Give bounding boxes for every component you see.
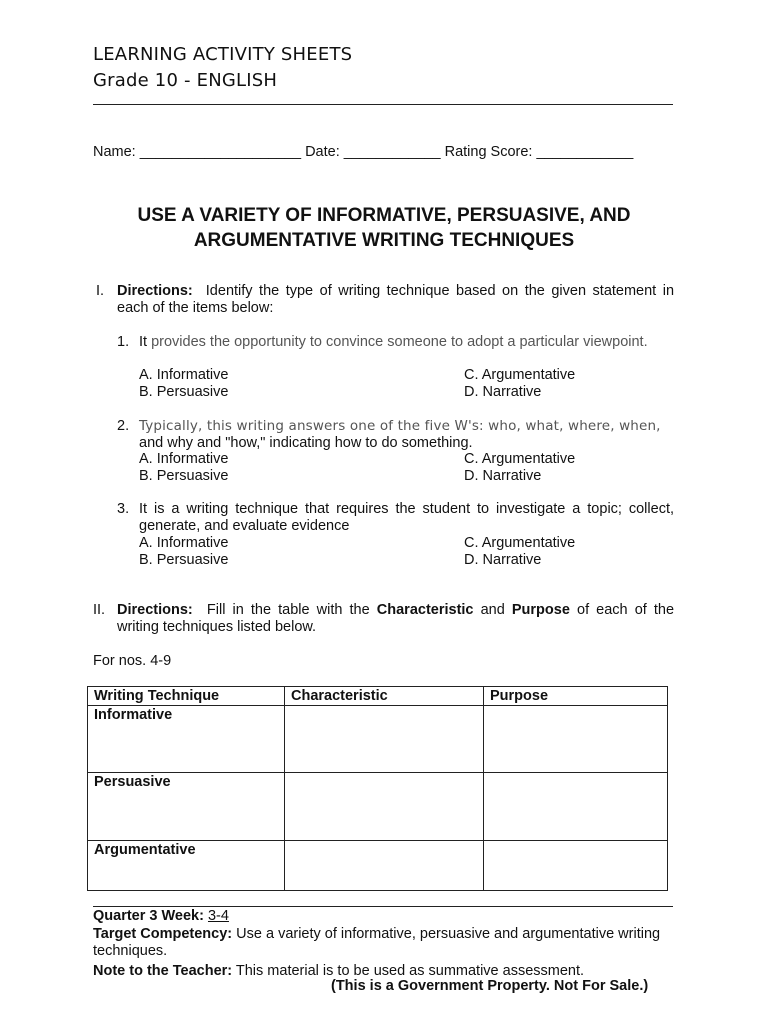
table-header-row	[88, 687, 668, 706]
table-header-technique: Writing Technique	[88, 687, 285, 706]
table-row	[88, 841, 668, 891]
item-2-choice-a[interactable]: A. Informative	[139, 451, 229, 467]
item-2-question	[139, 418, 674, 452]
item-1-text: provides the opportunity to convince someone to adopt a particular viewpoint.	[151, 334, 648, 350]
student-info-line	[93, 144, 633, 161]
for-nos-label: For nos. 4-9	[93, 653, 172, 669]
part2-bold-characteristic: Characteristic	[376, 602, 474, 618]
part2-directions-label: Directions:	[117, 602, 193, 618]
item-3-lead: It is a writing technique that	[139, 501, 330, 517]
item-3-choice-a[interactable]: A. Informative	[139, 535, 229, 551]
quarter-week-label: Quarter 3 Week:	[93, 908, 204, 924]
target-competency-label: Target Competency:	[93, 926, 233, 942]
row-informative-characteristic-cell[interactable]	[285, 706, 484, 773]
teacher-note-text: This material is to be used as summative assessment.	[235, 963, 585, 979]
item-2-choice-c[interactable]: C. Argumentative	[464, 451, 576, 467]
item-2-choice-b[interactable]: B. Persuasive	[139, 468, 229, 484]
table-header-purpose: Purpose	[484, 687, 668, 706]
part2-text-b: and	[480, 602, 505, 618]
row-argumentative-purpose-cell[interactable]	[484, 841, 668, 891]
quarter-week-value: 3-4	[207, 908, 229, 924]
quarter-week-line	[93, 908, 229, 925]
item-3-choice-c[interactable]: C. Argumentative	[464, 535, 576, 551]
item-1-choice-d[interactable]: D. Narrative	[464, 384, 542, 400]
target-competency	[93, 926, 668, 960]
part1-numeral: I.	[96, 283, 105, 299]
part1-directions-text: Identify the type of writing technique based on the given statement in each of the items below:	[117, 283, 675, 316]
item-3-text: requires the student to investigate a topic; collect, generate, and evaluate evidence	[139, 501, 674, 534]
name-field[interactable]: ____________________	[139, 144, 302, 160]
date-field[interactable]: ____________	[343, 144, 441, 160]
main-title-line-2: ARGUMENTATIVE WRITING TECHNIQUES	[193, 230, 575, 251]
part2-text-c: of each of the writing techniques listed below.	[117, 602, 675, 635]
item-3-choice-b[interactable]: B. Persuasive	[139, 552, 229, 568]
score-field[interactable]: ____________	[536, 144, 634, 160]
item-3-number: 3.	[117, 501, 130, 517]
row-argumentative-characteristic-cell[interactable]	[285, 841, 484, 891]
writing-technique-table	[87, 686, 668, 891]
sheet-subtitle: Grade 10 - ENGLISH	[93, 70, 278, 91]
item-1-choice-b[interactable]: B. Persuasive	[139, 384, 229, 400]
part2-text-a: Fill in the table with the	[206, 602, 370, 618]
row-persuasive-technique: Persuasive	[88, 773, 285, 841]
date-label: Date:	[305, 144, 340, 160]
part2-numeral: II.	[93, 602, 106, 618]
target-competency-text: Use a variety of informative, persuasive and argumentative writing techniques.	[93, 926, 661, 959]
table-row	[88, 706, 668, 773]
item-2-line-1: Typically, this writing answers one of the five W's: who, what, where, when,	[139, 418, 661, 434]
item-3-question	[139, 501, 674, 535]
table-header-characteristic: Characteristic	[285, 687, 484, 706]
row-persuasive-purpose-cell[interactable]	[484, 773, 668, 841]
main-title-line-1: USE A VARIETY OF INFORMATIVE, PERSUASIVE, AND	[137, 205, 631, 226]
item-1-choice-a[interactable]: A. Informative	[139, 367, 229, 383]
item-1-choice-c[interactable]: C. Argumentative	[464, 367, 576, 383]
item-3-choice-d[interactable]: D. Narrative	[464, 552, 542, 568]
government-property-notice: (This is a Government Property. Not For Sale.)	[331, 978, 649, 994]
item-2-line-2: and why and "how," indicating how to do something.	[139, 435, 473, 451]
item-2-number: 2.	[117, 418, 130, 434]
part2-bold-purpose: Purpose	[511, 602, 570, 618]
part2-directions	[117, 602, 674, 636]
row-informative-technique: Informative	[88, 706, 285, 773]
main-title	[60, 203, 708, 253]
row-persuasive-characteristic-cell[interactable]	[285, 773, 484, 841]
sheet-title: LEARNING ACTIVITY SHEETS	[93, 44, 353, 65]
row-argumentative-technique: Argumentative	[88, 841, 285, 891]
header-divider	[93, 104, 673, 105]
table-row	[88, 773, 668, 841]
item-1-lead: It	[139, 334, 148, 350]
row-informative-purpose-cell[interactable]	[484, 706, 668, 773]
teacher-note-label: Note to the Teacher:	[93, 963, 233, 979]
part1-directions	[117, 283, 674, 317]
item-1-number: 1.	[117, 334, 130, 350]
item-2-choice-d[interactable]: D. Narrative	[464, 468, 542, 484]
item-1-question	[139, 334, 674, 351]
footer-divider	[93, 906, 673, 907]
score-label: Rating Score:	[444, 144, 533, 160]
name-label: Name:	[93, 144, 136, 160]
part1-directions-label: Directions:	[117, 283, 193, 299]
